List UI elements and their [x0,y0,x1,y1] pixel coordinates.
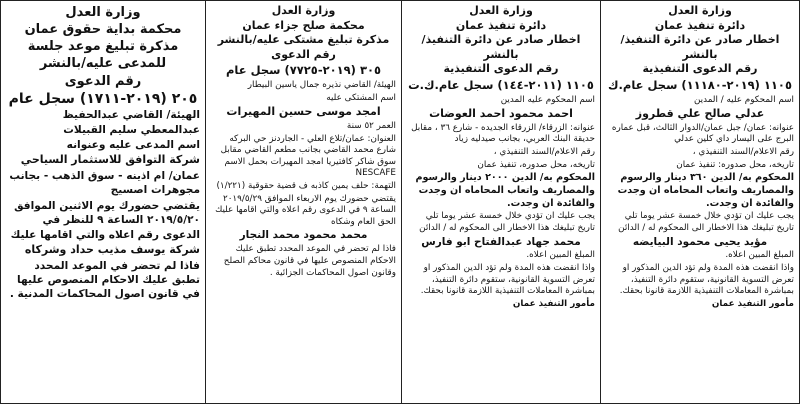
judged-amount: المحكوم به/ الدين ٣٦٠ دينار والرسوم والمصاريف واتعاب المحاماه ان وجدت والفائدة ان وجدت. [617,172,794,209]
case-number: ١١٠٥ (٢٠١١-١٤٤) سجل عام.ك.ت [408,77,594,92]
notice-column-4 [1,1,205,403]
warning-text: واذا انقضت هذه المدة ولم تؤد الدين المذكور او تعرض التسوية القانونية، ستقوم دائرة التنفيذ، بمباشرة المعاملات التنفيذية اللازمة قانونا بحقك. [619,262,794,297]
announcement-type: رقم الاعلام/السند التنفيذي ، [493,147,595,158]
hearing-info: يقتضي حضورك يوم الاثنين الموافق ٢٠١٩/٥/٢٠ الساعة ٩ للنظر في الدعوى رقم اعلاه والتي اقامها عليك [10,199,200,241]
warning-text: فاذا لم تحضر في الموعد المحدد تطبق عليك الاحكام المنصوص عليها في قانون اصول المحاكمات المدنية . [9,259,200,301]
department-title: دائرة تنفيذ عمان [654,18,746,32]
debtor-label: اسم المحكوم عليه المدين [500,94,595,105]
issue-info: تاريخه، محل صدوره: تنفيذ عمان [676,159,794,170]
case-label: رقم الدعوى التنفيذية [642,62,758,76]
warning-text: واذا انقضت هذه المدة ولم تؤد الدين المذكور او تعرض التسوية القانونية، ستقوم دائرة التنفيذ، بمباشرة المعاملات التنفيذية اللازمة قانونا بحقك. [420,262,595,297]
defendant-name: شركة التوافق للاستثمار السياحي [20,153,200,167]
ministry-title: وزارة العدل [668,4,732,17]
case-number: ١١٠٥ (٢٠١٩-١١١٨٠) سجل عام.ك [608,77,792,92]
notice-column-1 [600,1,799,403]
debtor-label: اسم المحكوم عليه / المدين [693,94,794,105]
amount-due: المبلغ المبين اعلاه. [725,250,794,261]
notice-title: مذكرة تبليغ مشتكى عليه/بالنشر [217,33,390,47]
debtor-name: احمد محمود احمد العوضات [429,107,573,121]
ministry-title: وزارة العدل [65,5,141,20]
complainant-name: امجد موسى حسين المهيرات [226,105,381,119]
case-label: رقم الدعوى [64,73,142,89]
payment-instruction: يجب عليك ان تؤدي خلال خمسة عشر يوما تلي تاريخ تبليغك هذا الاخطار الى المحكوم له / الدائن [618,211,794,233]
notice-column-2 [401,1,600,403]
ministry-title: وزارة العدل [469,4,533,17]
complainant-label: اسم المشتكى عليه [326,92,396,103]
ministry-title: وزارة العدل [271,4,336,17]
claimant-name: محمد محمود محمد النجار [239,229,368,242]
court-title: محكمة صلح جزاء عمان [242,18,365,32]
charge: التهمة: حلف يمين كاذبه ف قضية حقوقية (١/٢٢١) [216,181,396,192]
address: العنوان: عمان/تلاع العلي - الجاردنز حي البركه شارع محمد القاضي بجانب مطعم القاضي مقابل سوق شاكر كافتيريا امجد المهيرات بحمل الاسم NESCAFE [220,133,396,179]
debtor-address: عنوانه: الزرقاء/ الزرقاء الجديده - شارع ٣٦ ، مقابل حديقة البنك العربي، بجانب صيدليه زياد [411,122,595,145]
case-label: رقم الدعوى التنفيذية [443,62,559,76]
department-title: دائرة تنفيذ عمان [455,18,547,32]
notice-title: اخطار صادر عن دائرة التنفيذ/بالنشر [421,33,581,61]
panel: الهيئة/ القاضي عبدالحفيظ عبدالمعطي سليم القبيلات [62,109,200,136]
case-number: ٢٠٥ (٢٠١٩-١٧١١) سجل عام [8,90,198,107]
notice-title: اخطار صادر عن دائرة التنفيذ/بالنشر [620,33,780,61]
warning-text: فاذا لم تحضر في الموعد المحدد تطبق عليك الاحكام المنصوص عليها في قانون محاكم الصلح وقانون اصول المحاكمات الجزائية . [223,244,396,278]
creditor-name: محمد جهاد عبدالفتاح ابو فارس [421,235,581,248]
creditor-name: مؤيد يحيى محمود البيايضه [632,235,768,248]
defendant-address: عمان/ ام اذينه - سوق الذهب - بجانب مجوهرات اصسيج [9,169,200,197]
amount-due: المبلغ المبين اعلاه. [526,250,595,261]
notice-column-3 [205,1,401,403]
notice-title: مذكرة تبليغ موعد جلسة للمدعى عليه/بالنشر [27,39,179,72]
case-label: رقم الدعوى [271,47,336,61]
age: العمر ٥٢ سنة [346,120,396,131]
court-title: محكمة بداية حقوق عمان [24,22,182,38]
debtor-name: عدلي صالح علي قطروز [635,107,765,121]
judged-amount: المحكوم به/ الدين ٢٠٠٠ دينار والرسوم والمصاريف واتعاب المحاماه ان وجدت والفائدة ان وجدت. [415,172,595,209]
debtor-address: عنوانه: عمان/ جبل عمان/الدوار الثالث، قبل عماره البرج على اليسار داي كلين عدلي [611,122,794,145]
hearing-info: يقتضي حضورك يوم الاربعاء الموافق ٢٠١٩/٥/٢٩ الساعة ٩ في الدعوى رقم اعلاه والتي اقامها عليك الحق العام وشكاه [215,193,396,227]
payment-instruction: يجب عليك ان تؤدي خلال خمسة عشر يوما تلي تاريخ تبليغك هذا الاخطار الى المحكوم له / الدائن [419,211,595,233]
announcement-type: رقم الاعلام/السند التنفيذي ، [692,147,794,158]
claimant-name: شركة يوسف مذيب حداد وشركاه [24,243,200,257]
issue-info: تاريخه، محل صدوره، تنفيذ عمان [477,159,595,170]
signature: مأمور التنفيذ عمان [711,298,794,309]
signature: مأمور التنفيذ عمان [512,298,595,309]
defendant-label: اسم المدعى عليه وعنوانه [66,139,200,152]
case-number: ٣٠٥ (٢٠١٩-٧٧٢٥) سجل عام [226,63,381,78]
panel: الهيئة/ القاضي نذيره جمال ياسين البيطار [247,80,396,91]
